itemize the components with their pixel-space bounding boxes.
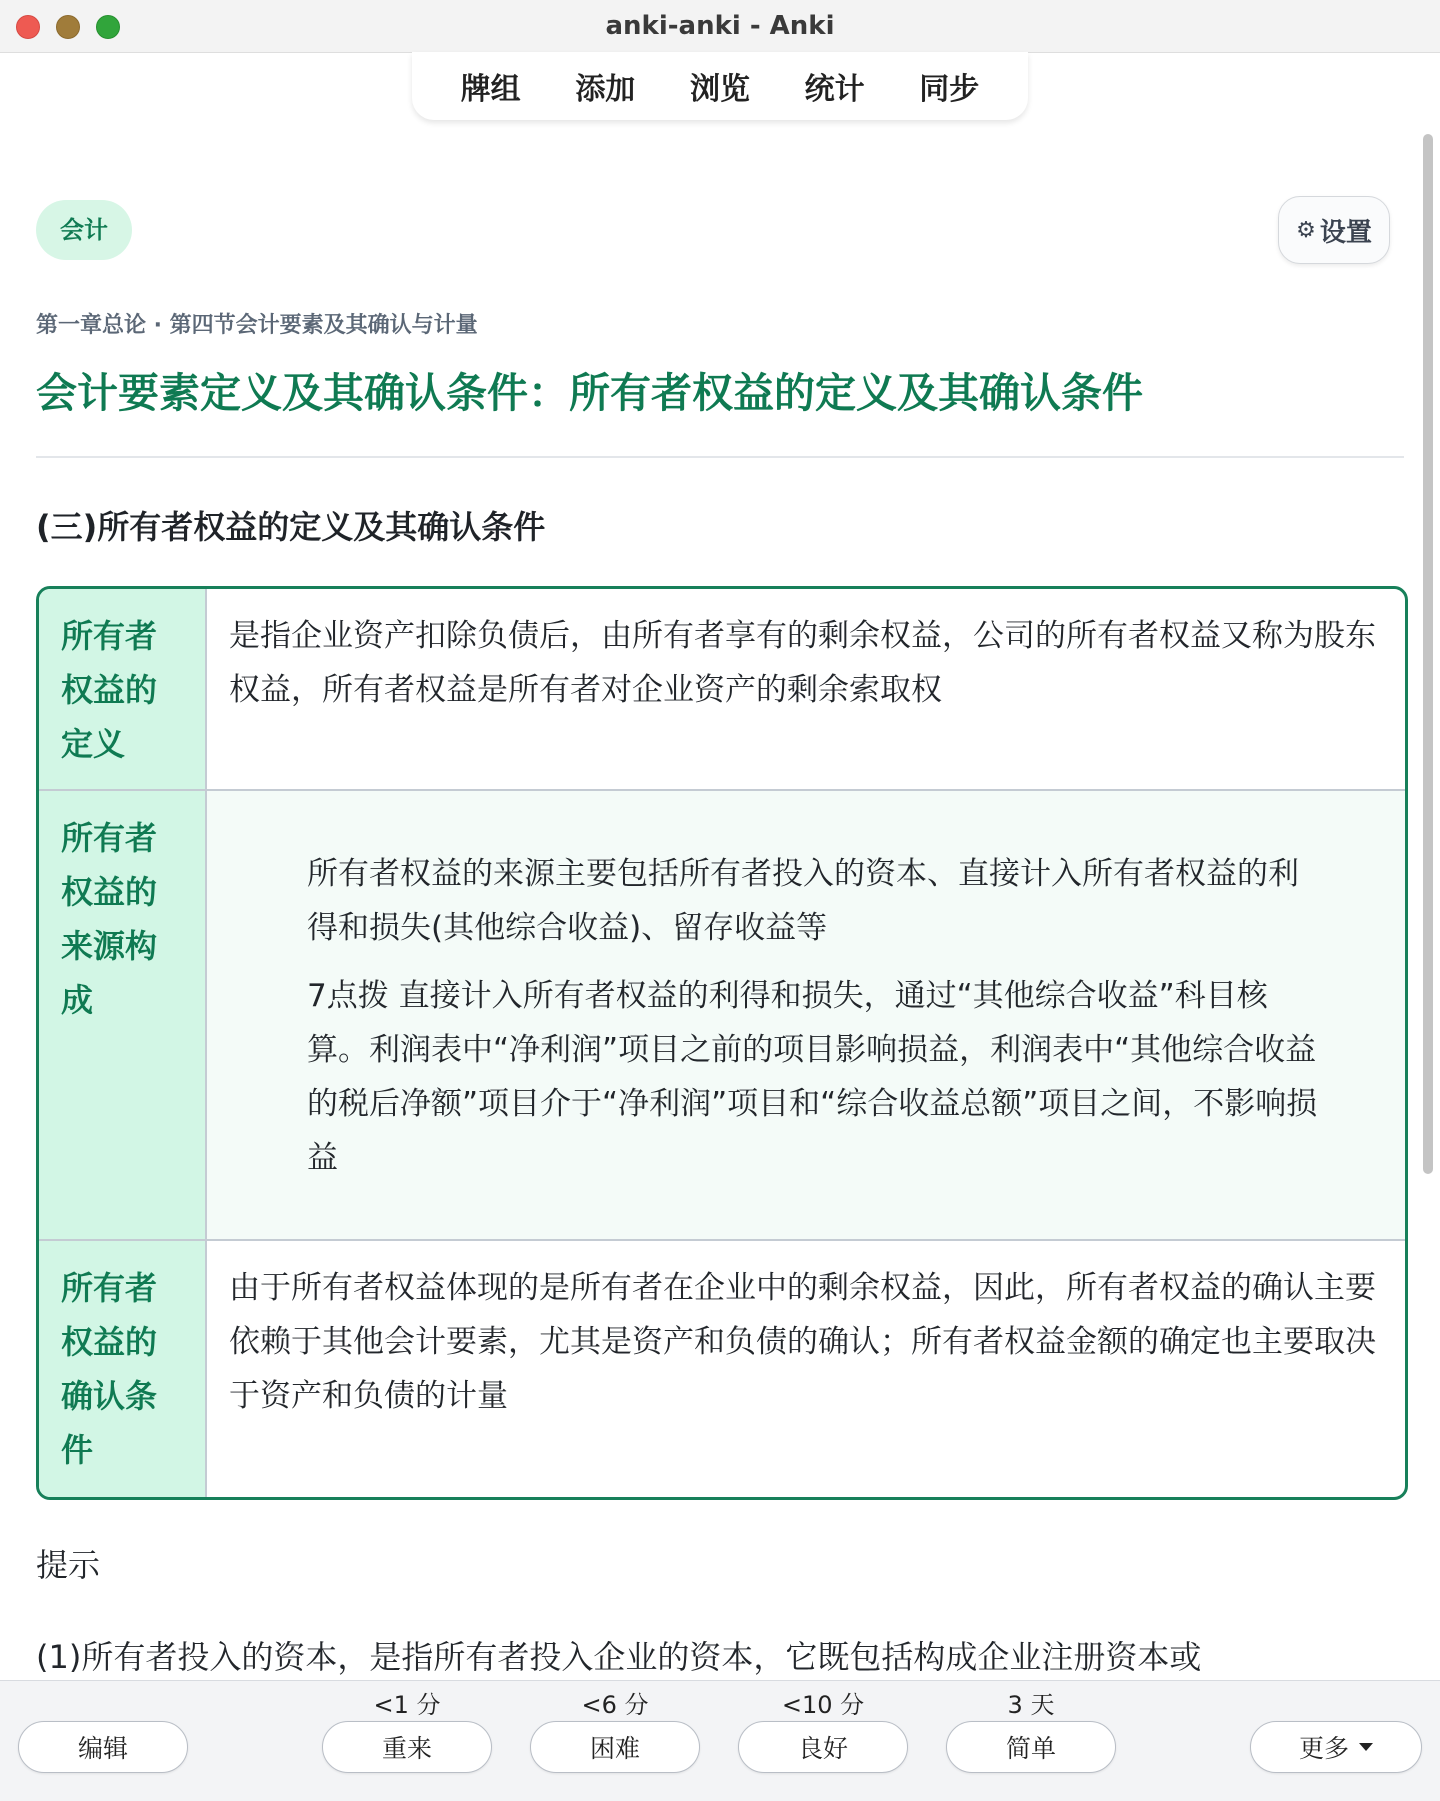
row-body-recognition: 由于所有者权益体现的是所有者在企业中的剩余权益，因此，所有者权益的确认主要依赖于其他会计要素，尤其是资产和负债的确认；所有者权益金额的确定也主要取决于资产和负债的计量 [229, 1270, 1376, 1414]
title-bar [0, 0, 1440, 53]
answer-bar [0, 1680, 1440, 1801]
table-row [39, 1239, 1405, 1497]
settings-label: 设置 [1319, 217, 1372, 248]
section-title: (三)所有者权益的定义及其确认条件 [36, 508, 546, 546]
scrollbar[interactable] [1420, 130, 1436, 1680]
nav-stats[interactable]: 统计 [804, 72, 865, 107]
table-row [39, 589, 1405, 789]
nav-sync[interactable]: 同步 [919, 72, 980, 107]
nav-browse[interactable]: 浏览 [689, 72, 750, 107]
again-button[interactable]: 重来 [322, 1721, 492, 1773]
interval-hard: <6 分 [581, 1691, 649, 1719]
row-head-sources: 所有者权益的来源构成 [39, 791, 207, 1239]
more-label: 更多 [1298, 1734, 1349, 1763]
row-head-recognition: 所有者权益的确认条件 [39, 1241, 207, 1497]
breadcrumb: 第一章总论 · 第四节会计要素及其确认与计量 [36, 313, 478, 338]
scrollbar-thumb[interactable] [1423, 134, 1433, 1174]
page-title: 会计要素定义及其确认条件：所有者权益的定义及其确认条件 [36, 369, 1143, 417]
good-button[interactable]: 良好 [738, 1721, 908, 1773]
hint-label: 提示 [36, 1546, 101, 1584]
more-button[interactable] [1250, 1721, 1422, 1773]
definition-table [36, 586, 1408, 1500]
edit-button[interactable]: 编辑 [18, 1721, 188, 1773]
deck-tag[interactable]: 会计 [36, 200, 132, 260]
hint-text: (1)所有者投入的资本，是指所有者投入企业的资本，它既包括构成企业注册资本或 [36, 1638, 1202, 1676]
sources-paragraph: 所有者权益的来源主要包括所有者投入的资本、直接计入所有者权益的利得和损失(其他综合收益)、留存收益等 [307, 856, 1299, 946]
settings-button[interactable] [1278, 196, 1390, 264]
top-nav [412, 52, 1028, 120]
interval-good: <10 分 [781, 1691, 865, 1719]
row-head-definition: 所有者权益的定义 [39, 589, 207, 789]
row-body-definition: 是指企业资产扣除负债后，由所有者享有的剩余权益，公司的所有者权益又称为股东权益，所有者权益是所有者对企业资产的剩余索取权 [229, 618, 1376, 708]
nav-add[interactable]: 添加 [575, 72, 636, 107]
divider [36, 456, 1404, 458]
chevron-down-icon [1359, 1743, 1373, 1751]
easy-button[interactable]: 简单 [946, 1721, 1116, 1773]
window-title: anki-anki - Anki [605, 11, 835, 41]
table-row [39, 789, 1405, 1239]
card-content [0, 120, 1410, 1680]
sources-note-paragraph: 7点拨 直接计入所有者权益的利得和损失，通过“其他综合收益”科目核算。利润表中“净利润”项目之前的项目影响损益，利润表中“其他综合收益的税后净额”项目介于“净利润”项目和“综合收益总额”项目之间，不影响损益 [307, 978, 1318, 1176]
row-body-sources [207, 791, 1405, 1239]
hard-button[interactable]: 困难 [530, 1721, 700, 1773]
interval-easy: 3 天 [1007, 1691, 1055, 1719]
interval-again: <1 分 [373, 1691, 441, 1719]
nav-decks[interactable]: 牌组 [460, 72, 521, 107]
gear-icon: ⚙ [1296, 217, 1316, 243]
